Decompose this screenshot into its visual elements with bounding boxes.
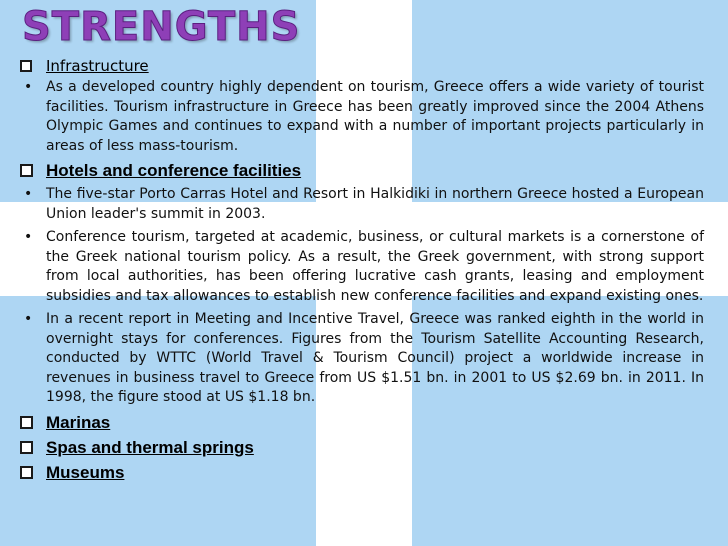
bullet-icon: • <box>24 79 33 95</box>
bullet-icon: • <box>24 186 33 202</box>
checkbox-square-icon <box>20 441 33 454</box>
checkbox-square-icon <box>20 164 33 177</box>
heading-label: Museums <box>46 462 125 482</box>
bullet-icon: • <box>24 229 33 245</box>
bullet-text: As a developed country highly dependent on tourism, Greece offers a wide variety of tourist facilities. Tourism infrastructure in Greece has been greatly improved since the 2004 Athens Olympic Games and continues to expand with a number of important projects particularly in areas of less mass-tourism. <box>46 79 704 154</box>
slide-title: STRENGTHS <box>22 4 301 50</box>
heading-marinas <box>16 412 704 434</box>
bullet-text: Conference tourism, targeted at academic, business, or cultural markets is a cornerstone of the Greek national tourism policy. As a result, the Greek government, with strong support from local authorities, has been offering lucrative cash grants, leasing and employment subsidies and tax allowances to establish new conference facilities and expand existing ones. <box>46 229 704 304</box>
heading-label: Spas and thermal springs <box>46 437 254 457</box>
list-item <box>16 185 704 224</box>
checkbox-square-icon <box>20 466 33 479</box>
bullet-icon: • <box>24 311 33 327</box>
heading-infrastructure <box>16 56 704 76</box>
list-item <box>16 228 704 306</box>
list-item <box>16 78 704 156</box>
heading-spas <box>16 437 704 459</box>
bullet-text: In a recent report in Meeting and Incentive Travel, Greece was ranked eighth in the world in overnight stays for conferences. Figures from the Tourism Satellite Accounting Research, conducted by WTTC (World Travel & Tourism Council) project a worldwide increase in revenues in business travel to Greece from US $1.51 bn. in 2001 to US $2.69 bn. in 2011. In 1998, the figure stood at US $1.18 bn. <box>46 311 704 405</box>
heading-museums <box>16 462 704 484</box>
heading-label: Hotels and conference facilities <box>46 161 302 180</box>
heading-label: Marinas <box>46 412 111 432</box>
heading-label: Infrastructure <box>46 57 149 75</box>
strengths-list <box>16 56 704 487</box>
bullet-text: The five-star Porto Carras Hotel and Resort in Halkidiki in northern Greece hosted a European Union leader's summit in 2003. <box>46 186 704 222</box>
heading-hotels <box>16 160 704 182</box>
checkbox-square-icon <box>20 416 33 429</box>
checkbox-square-icon <box>20 60 32 72</box>
list-item <box>16 310 704 408</box>
